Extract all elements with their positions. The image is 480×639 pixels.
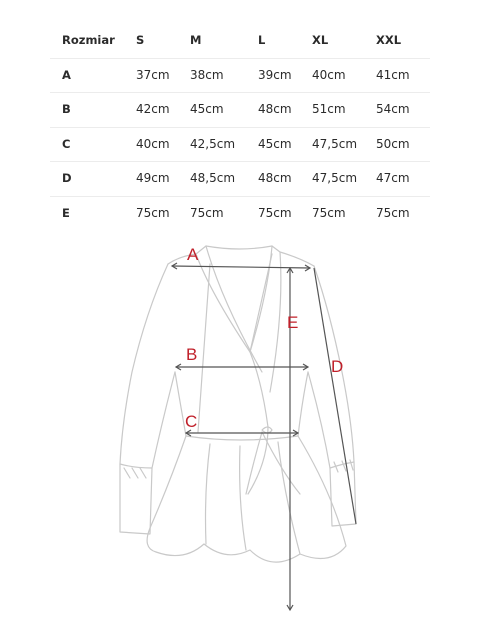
table-row bbox=[50, 59, 430, 94]
size-table bbox=[50, 24, 430, 230]
garment-diagram bbox=[0, 232, 480, 639]
measure-label-b: B bbox=[186, 345, 198, 364]
table-cell: 47cm bbox=[376, 171, 410, 185]
header-cell-l: L bbox=[258, 33, 266, 47]
header-cell-rozmiar: Rozmiar bbox=[62, 33, 115, 47]
header-cell-s: S bbox=[136, 33, 145, 47]
measure-label-c: C bbox=[185, 412, 198, 431]
table-cell: 51cm bbox=[312, 102, 346, 116]
row-label: E bbox=[62, 205, 70, 220]
measure-label-d: D bbox=[331, 357, 344, 376]
measure-line-a bbox=[172, 266, 310, 268]
table-header-row bbox=[50, 24, 430, 59]
garment-outline bbox=[120, 246, 356, 562]
table-cell: 75cm bbox=[136, 205, 170, 220]
table-cell: 75cm bbox=[190, 205, 224, 220]
row-label: D bbox=[62, 171, 72, 185]
table-cell: 38cm bbox=[190, 67, 224, 82]
table-cell: 37cm bbox=[136, 67, 170, 82]
table-cell: 50cm bbox=[376, 136, 410, 151]
table-cell: 47,5cm bbox=[312, 136, 358, 151]
measure-label-e: E bbox=[287, 313, 299, 332]
row-label: B bbox=[62, 102, 71, 116]
table-cell: 45cm bbox=[258, 136, 292, 151]
table-row bbox=[50, 162, 430, 197]
table-cell: 40cm bbox=[312, 67, 346, 82]
table-cell: 54cm bbox=[376, 102, 410, 116]
measure-label-a: A bbox=[187, 245, 199, 264]
table-cell: 48cm bbox=[258, 102, 292, 116]
table-cell: 42cm bbox=[136, 102, 170, 116]
table-row bbox=[50, 93, 430, 128]
table-cell: 42,5cm bbox=[190, 136, 236, 151]
table-cell: 75cm bbox=[376, 205, 410, 220]
table-row bbox=[50, 128, 430, 163]
table-cell: 49cm bbox=[136, 171, 170, 185]
table-cell: 48,5cm bbox=[190, 171, 236, 185]
row-label: A bbox=[62, 67, 71, 82]
table-cell: 45cm bbox=[190, 102, 224, 116]
measure-line-d bbox=[314, 268, 356, 524]
table-cell: 47,5cm bbox=[312, 171, 358, 185]
table-cell: 75cm bbox=[258, 205, 292, 220]
table-cell: 40cm bbox=[136, 136, 170, 151]
header-cell-xl: XL bbox=[312, 33, 329, 47]
table-cell: 75cm bbox=[312, 205, 346, 220]
table-cell: 39cm bbox=[258, 67, 292, 82]
header-cell-m: M bbox=[190, 33, 202, 47]
header-cell-xxl: XXL bbox=[376, 33, 402, 47]
table-row bbox=[50, 197, 430, 231]
table-cell: 41cm bbox=[376, 67, 410, 82]
table-cell: 48cm bbox=[258, 171, 292, 185]
row-label: C bbox=[62, 136, 71, 151]
